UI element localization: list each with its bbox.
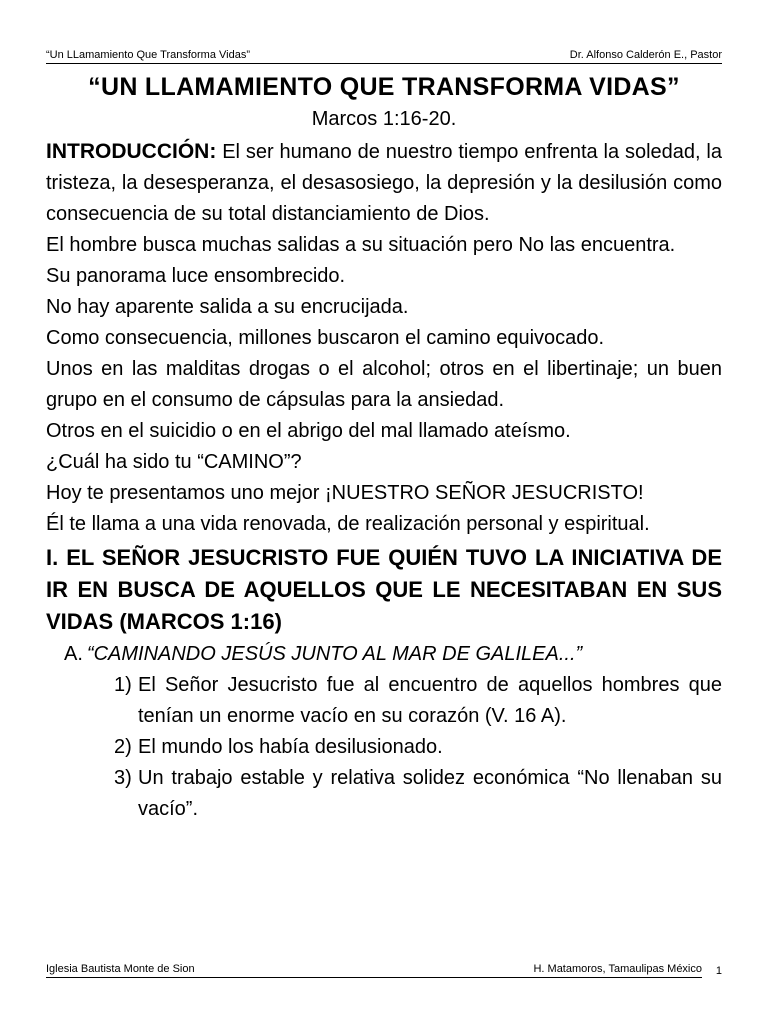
intro-text: El ser humano de nuestro tiempo enfrenta la soledad, la tristeza, la desesperanza, el desasosiego, la depresión y la desilusión como consecuencia de su total distanciamiento de Dios. — [46, 141, 722, 225]
item-number: 3) — [114, 767, 132, 789]
subpoint-a — [64, 639, 722, 670]
body-paragraph: Como consecuencia, millones buscaron el camino equivocado. — [46, 327, 605, 349]
numbered-item — [114, 732, 722, 763]
item-text: El mundo los había desilusionado. — [138, 736, 443, 758]
footer-church: Iglesia Bautista Monte de Sion — [46, 963, 195, 975]
numbered-item — [114, 763, 722, 825]
sermon-title: “UN LLAMAMIENTO QUE TRANSFORMA VIDAS” — [88, 73, 680, 101]
body-paragraph: No hay aparente salida a su encrucijada. — [46, 296, 409, 318]
intro-paragraph — [46, 136, 722, 230]
body-paragraph: ¿Cuál ha sido tu “CAMINO”? — [46, 451, 302, 473]
subpoint-marker: A. — [64, 643, 83, 665]
item-text: Un trabajo estable y relativa solidez económica “No llenaban su vacío”. — [138, 767, 722, 820]
body-paragraph: Hoy te presentamos uno mejor ¡NUESTRO SEÑOR JESUCRISTO! — [46, 482, 644, 504]
body-paragraph: Unos en las malditas drogas o el alcohol; otros en el libertinaje; un buen grupo en el consumo de cápsulas para la ansiedad. — [46, 358, 722, 411]
item-text: El Señor Jesucristo fue al encuentro de aquellos hombres que tenían un enorme vacío en su corazón (V. 16 A). — [138, 674, 722, 727]
page-number: 1 — [715, 965, 722, 977]
footer-location: H. Matamoros, Tamaulipas México — [533, 963, 702, 975]
item-number: 1) — [114, 674, 132, 696]
intro-label: INTRODUCCIÓN: — [46, 140, 217, 163]
section-heading: I. EL SEÑOR JESUCRISTO FUE QUIÉN TUVO LA INICIATIVA DE IR EN BUSCA DE AQUELLOS QUE LE NECESITABAN EN SUS VIDAS (MARCOS 1:16) — [46, 545, 722, 634]
body-paragraph: Su panorama luce ensombrecido. — [46, 265, 346, 287]
footer-line — [46, 962, 702, 978]
item-number: 2) — [114, 736, 132, 758]
header-author: Dr. Alfonso Calderón E., Pastor — [569, 49, 722, 61]
running-footer — [46, 962, 722, 978]
body-paragraph: Él te llama a una vida renovada, de realización personal y espiritual. — [46, 513, 650, 535]
body-paragraph: El hombre busca muchas salidas a su situación pero No las encuentra. — [46, 234, 676, 256]
subpoint-text: “CAMINANDO JESÚS JUNTO AL MAR DE GALILEA...” — [86, 643, 583, 665]
scripture-reference: Marcos 1:16-20. — [311, 108, 457, 130]
running-header — [46, 48, 722, 64]
numbered-item — [114, 670, 722, 732]
document-body — [46, 70, 722, 825]
header-title: “Un LLamamiento Que Transforma Vidas” — [46, 49, 250, 61]
body-paragraph: Otros en el suicidio o en el abrigo del mal llamado ateísmo. — [46, 420, 571, 442]
